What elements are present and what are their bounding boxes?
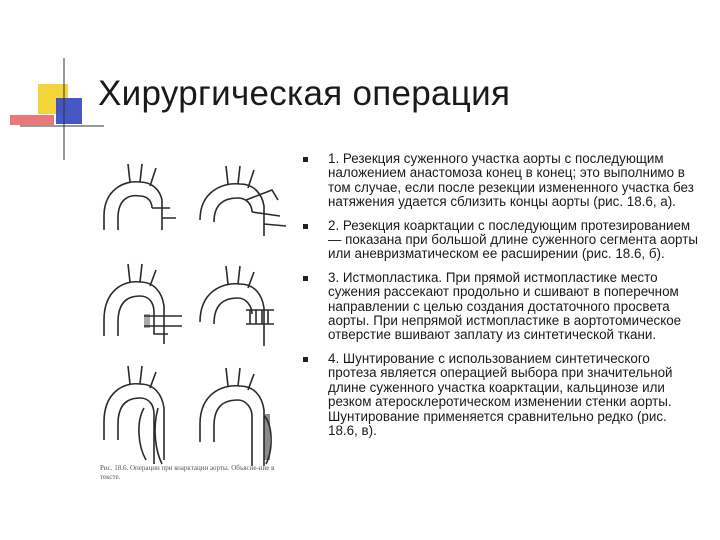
list-item-text: 3. Истмопластика. При прямой истмопластике место сужения рассекают продольно и сшивают в поперечном направлении с целью создания достаточного просвета аорты. При непрямой истмопластике в аортотомическое отверстие вшивают заплату из синтетической ткани.	[328, 269, 682, 343]
bullet-square-icon	[303, 276, 308, 281]
list-item-text: 2. Резекция коарктации с последующим протезированием — показана при большой длине суженного сегмента аорты или аневризматическом ее расширении (рис. 18.6, б).	[328, 217, 698, 262]
bullet-square-icon	[303, 357, 308, 362]
drawing-2a	[104, 264, 182, 344]
bullet-square-icon	[303, 224, 308, 229]
slide-title: Хирургическая операция	[98, 74, 511, 113]
list-item	[300, 152, 700, 210]
drawing-2b	[200, 266, 274, 346]
drawing-3b	[200, 368, 271, 466]
drawing-3a	[104, 366, 164, 464]
drawing-1a	[104, 164, 176, 230]
corner-decoration	[0, 0, 110, 170]
figure-illustration	[96, 160, 294, 495]
deco-red-bar	[10, 115, 54, 125]
figure-caption: Рис. 18.6. Операции при коарктации аорты. Объясне-ние в тексте.	[100, 464, 275, 481]
list-item	[300, 271, 700, 343]
list-item	[300, 219, 700, 262]
drawing-1b	[200, 166, 286, 236]
list-item-text: 1. Резекция суженного участка аорты с последующим наложением анастомоза конец в конец; это выполнимо в том случае, если после резекции измененного участка без натяжения удается сблизить концы аорты (рис. 18.6, а).	[328, 151, 694, 210]
bullet-list	[300, 152, 700, 438]
bullet-square-icon	[303, 157, 308, 162]
list-item	[300, 352, 700, 438]
aorta-surgery-drawings	[96, 160, 294, 495]
list-item-text: 4. Шунтирование с использованием синтетического протеза является операцией выбора при значительной длине суженного участка коарктации, кальцинозе или резком атеросклеротическом изменении стенки аорты. Шунтирование применяется сравнительно редко (рис. 18.6, в).	[328, 350, 673, 438]
deco-blue-square	[56, 98, 82, 124]
